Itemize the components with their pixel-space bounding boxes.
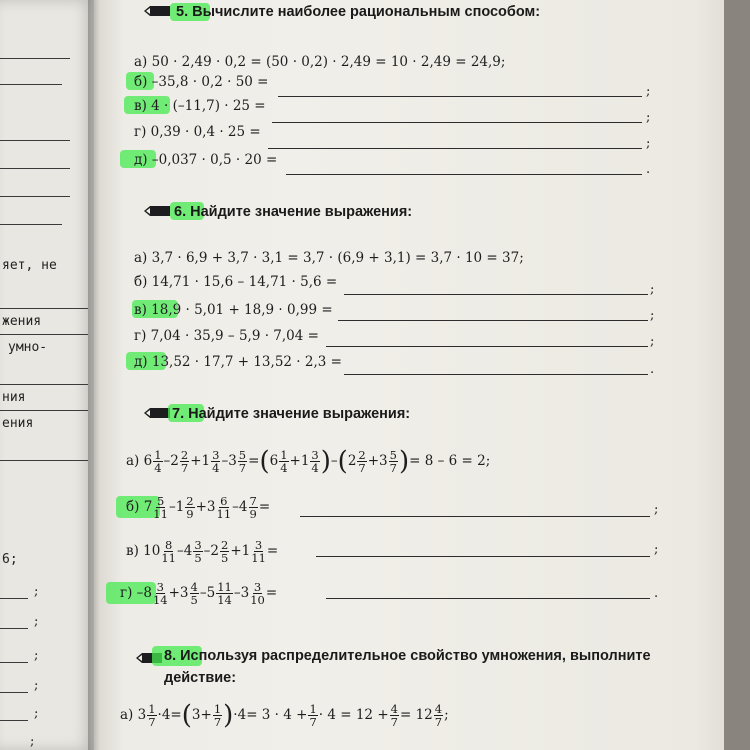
- left-table-border: [0, 308, 88, 309]
- task8-a-result: = 3 · 4 +: [246, 707, 308, 723]
- left-semicolon: ;: [30, 734, 35, 749]
- task7-item-v: в) 10 $\frac{8}{11}$ –4 $\frac{3}{5}$ –2 $\frac{2}{5}$ +1 $\frac{3}{11}$ =: [126, 538, 279, 565]
- task7-a-result: = 8 – 6 = 2;: [409, 453, 491, 469]
- task8-a-result2: · 4 = 12 +: [318, 707, 389, 723]
- left-table-border: [0, 334, 88, 335]
- item-label: а): [120, 707, 134, 723]
- task7-item-b: б) 7 $\frac{5}{11}$ –1 $\frac{2}{9}$ +3 $\frac{6}{11}$ –4 $\frac{7}{9}$ =: [126, 494, 271, 521]
- left-answer-line: [0, 662, 28, 663]
- left-answer-line: [0, 84, 62, 85]
- answer-line[interactable]: [300, 516, 650, 517]
- left-page: [0, 0, 94, 750]
- left-table-border: [0, 410, 88, 411]
- task6-item-v: в) 18,9 · 5,01 + 18,9 · 0,99 =: [134, 302, 333, 318]
- task5-item-d: д) –0,037 · 0,5 · 20 =: [134, 152, 278, 168]
- task6-item-d: д) 13,52 · 17,7 + 13,52 · 2,3 =: [134, 354, 342, 370]
- pencil-icon: [144, 205, 172, 217]
- answer-line[interactable]: [286, 174, 642, 175]
- task7-item-a: а) 6 $\frac{1}{4}$ –2 $\frac{2}{7}$ +1 $\frac{3}{4}$ –3 $\frac{5}{7}$ =(6 $\frac{1}{4}$ +1 $\frac{3}{4}$ )–(2 $\frac{2}{7}$ +3 $\frac{5}{7}$ )= 8 – 6 = 2;: [126, 446, 491, 477]
- left-answer-line: [0, 628, 28, 629]
- task6-item-b: б) 14,71 · 15,6 – 14,71 · 5,6 =: [134, 274, 338, 290]
- left-semicolon: ;: [34, 648, 39, 663]
- answer-line[interactable]: [272, 122, 642, 123]
- item-label: а): [126, 453, 140, 469]
- answer-line[interactable]: [344, 374, 648, 375]
- answer-line[interactable]: [326, 598, 650, 599]
- task6-item-a: а) 3,7 · 6,9 + 3,7 · 3,1 = 3,7 · (6,9 + 3,1) = 3,7 · 10 = 37;: [134, 250, 524, 266]
- answer-line[interactable]: [338, 320, 648, 321]
- left-answer-line: [0, 196, 70, 197]
- line-end: ;: [650, 334, 655, 349]
- left-semicolon: ;: [34, 706, 39, 721]
- line-end: ;: [650, 308, 655, 323]
- left-semicolon: ;: [34, 678, 39, 693]
- task8-a-result3: = 12: [399, 707, 433, 723]
- task5-title: 5. Вычислите наиболее рациональным способом:: [176, 4, 541, 20]
- item-label: в): [126, 543, 139, 559]
- task5-item-g: г) 0,39 · 0,4 · 25 =: [134, 124, 261, 140]
- line-end: ;: [646, 110, 651, 125]
- item-label: г): [120, 585, 133, 601]
- task5-item-b: б) –35,8 · 0,2 · 50 =: [134, 74, 269, 90]
- line-end: ;: [444, 707, 449, 723]
- answer-line[interactable]: [344, 294, 648, 295]
- task6-item-g: г) 7,04 · 35,9 – 5,9 · 7,04 =: [134, 328, 319, 344]
- left-answer-line: [0, 720, 28, 721]
- line-end: .: [646, 162, 651, 177]
- line-end: ;: [646, 136, 651, 151]
- task8-title-line1: 8. Используя распределительное свойство умножения, выполните: [164, 648, 651, 664]
- book-gutter: [88, 0, 100, 750]
- pencil-icon: [144, 5, 172, 17]
- left-semicolon: ;: [34, 584, 39, 599]
- line-end: ;: [654, 502, 659, 517]
- left-answer-line: [0, 692, 28, 693]
- task6-title: 6. Найдите значение выражения:: [174, 204, 413, 220]
- left-answer-line: [0, 598, 28, 599]
- left-answer-line: [0, 58, 70, 59]
- left-table-border: [0, 460, 88, 461]
- task7-title: 7. Найдите значение выражения:: [172, 406, 411, 422]
- line-end: ;: [646, 84, 651, 99]
- left-answer-line: [0, 168, 70, 169]
- left-text-fragment: умно-: [8, 340, 48, 355]
- left-answer-line: [0, 140, 70, 141]
- item-label: б): [126, 499, 140, 515]
- task5-item-a: а) 50 · 2,49 · 0,2 = (50 · 0,2) · 2,49 = 10 · 2,49 = 24,9;: [134, 54, 506, 70]
- left-text-fragment: жения: [2, 314, 42, 329]
- left-text-fragment: ния: [2, 390, 26, 405]
- answer-line[interactable]: [268, 148, 642, 149]
- left-table-border: [0, 384, 88, 385]
- task7-item-g: г) –8 $\frac{3}{14}$ +3 $\frac{4}{5}$ –5 $\frac{11}{14}$ –3 $\frac{3}{10}$ =: [120, 580, 278, 607]
- task5-item-v: в) 4 · (–11,7) · 25 =: [134, 98, 266, 114]
- left-answer-line: [0, 224, 62, 225]
- line-end: .: [650, 362, 655, 377]
- answer-line[interactable]: [316, 556, 650, 557]
- task8-item-a: а) 3 $\frac{1}{7}$ ·4=(3+ $\frac{1}{7}$ )·4= 3 · 4 + $\frac{1}{7}$ · 4 = 12 + $\frac{4}{7}$ = 12 $\frac{4}{7}$ ;: [120, 700, 449, 731]
- left-semicolon: ;: [34, 614, 39, 629]
- left-text-fragment: ения: [2, 416, 34, 431]
- answer-line[interactable]: [278, 96, 642, 97]
- left-text-fragment: 6;: [2, 552, 18, 567]
- answer-line[interactable]: [326, 346, 648, 347]
- line-end: .: [654, 586, 659, 601]
- left-text-fragment: яет, не: [2, 258, 57, 273]
- line-end: ;: [654, 542, 659, 557]
- task8-title-line2: действие:: [164, 670, 237, 686]
- line-end: ;: [650, 282, 655, 297]
